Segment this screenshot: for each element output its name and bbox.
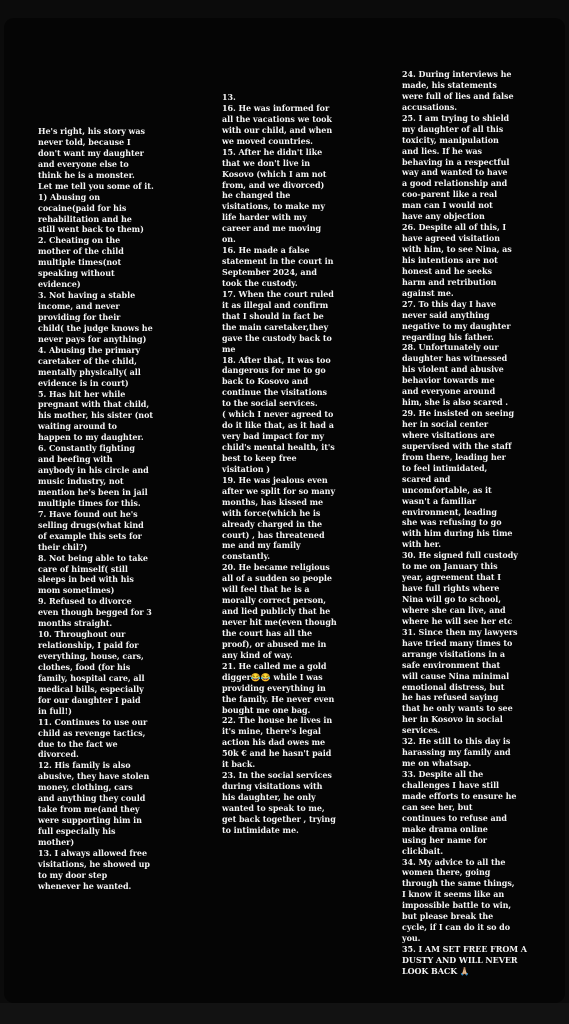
text-line: medical bills, especially bbox=[38, 683, 144, 694]
text-line: 3. Not having a stable bbox=[38, 290, 136, 301]
text-line: with her. bbox=[402, 539, 441, 550]
text-line: me bbox=[222, 343, 236, 354]
text-line: happen to my daughter. bbox=[38, 432, 144, 443]
text-line: the court has all the bbox=[222, 627, 312, 638]
text-line: him, she is also scared . bbox=[402, 397, 509, 408]
text-line: women there, going bbox=[402, 867, 491, 878]
text-line: cocaine(paid for his bbox=[38, 202, 127, 213]
text-line: for our daughter I paid bbox=[38, 694, 141, 705]
bottom-bar bbox=[0, 1003, 569, 1024]
text-line: providing for their bbox=[38, 311, 121, 322]
text-line: uncomfortable, as it bbox=[402, 484, 492, 495]
text-line: safe environment that bbox=[402, 659, 501, 670]
text-line: pregnant with that child, bbox=[38, 399, 150, 410]
text-line: with him during his time bbox=[402, 528, 513, 539]
text-line: waiting around to bbox=[38, 421, 117, 432]
text-line: accusations. bbox=[402, 101, 458, 112]
text-line: in full!) bbox=[38, 705, 72, 716]
text-line: my daughter of all this bbox=[402, 123, 504, 134]
text-line: it back. bbox=[222, 759, 256, 770]
text-line: were full of lies and false bbox=[402, 90, 514, 101]
text-line: clickbait. bbox=[402, 845, 444, 856]
text-line: 35. I AM SET FREE FROM A bbox=[402, 944, 527, 954]
text-line: will cause Nina minimal bbox=[402, 670, 510, 681]
text-line: behaving in a respectful bbox=[402, 156, 510, 167]
text-line: relationship, I paid for bbox=[38, 640, 139, 651]
text-line: all of a sudden so people bbox=[222, 573, 332, 584]
text-line: multiple times for this. bbox=[38, 497, 141, 508]
text-line: visitations, to make my bbox=[222, 201, 325, 212]
text-line: 11. Continues to use our bbox=[38, 716, 148, 727]
text-line: but please break the bbox=[402, 911, 494, 922]
text-line: back to Kosovo and bbox=[222, 376, 309, 387]
text-line: providing everything in bbox=[222, 682, 326, 693]
text-line: visitations, he showed up bbox=[38, 858, 150, 869]
text-line: statement in the court in bbox=[222, 256, 334, 267]
text-line: through the same things, bbox=[402, 878, 515, 889]
text-line: evidence) bbox=[38, 279, 81, 290]
text-line: never said anything bbox=[402, 309, 490, 320]
text-line: regarding his father. bbox=[402, 331, 494, 342]
text-line: cycle, if I can do it so do bbox=[402, 922, 510, 933]
text-line: mother) bbox=[38, 836, 75, 847]
text-line: it as illegal and confirm bbox=[222, 299, 329, 310]
text-line: 33. Despite all the bbox=[402, 769, 484, 779]
text-line: impossible battle to win, bbox=[402, 900, 512, 911]
text-line: never pays for anything) bbox=[38, 333, 147, 344]
text-line: even though begged for 3 bbox=[38, 607, 152, 618]
text-line: bought me one bag. bbox=[222, 704, 311, 715]
text-line: gave the custody back to bbox=[222, 332, 332, 343]
text-line: 12. His family is also bbox=[38, 760, 131, 771]
text-line: money, clothing, cars bbox=[38, 782, 133, 793]
text-line: months, has kissed me bbox=[222, 496, 324, 507]
text-line: to intimidate me. bbox=[222, 824, 299, 835]
text-line: and lies. If he was bbox=[402, 145, 482, 156]
text-line: sleeps in bed with his bbox=[38, 574, 134, 585]
text-line: have any objection bbox=[402, 211, 485, 222]
text-line: child's mental health, it's bbox=[222, 442, 335, 452]
text-line: her in Kosovo in social bbox=[402, 714, 503, 725]
text-line: 5. Has hit her while bbox=[38, 388, 126, 399]
text-line: child as revenge tactics, bbox=[38, 727, 146, 738]
text-line: me and my family bbox=[222, 540, 301, 551]
text-line: constantly. bbox=[222, 551, 270, 562]
text-line: visitation ) bbox=[222, 463, 270, 474]
note-column-3 bbox=[402, 69, 527, 977]
text-line: 23. In the social services bbox=[222, 770, 332, 781]
text-line: on. bbox=[222, 234, 236, 245]
text-line: wanted to speak to me, bbox=[222, 802, 325, 813]
text-line: and lied publicly that he bbox=[222, 606, 331, 617]
text-line: caretaker of the child, bbox=[38, 355, 137, 366]
text-line: continue the visitations bbox=[222, 387, 327, 398]
text-line: during visitations with bbox=[222, 781, 323, 792]
text-line: 4. Abusing the primary bbox=[38, 344, 141, 355]
text-line: his daughter, he only bbox=[222, 792, 316, 802]
text-line: speaking without bbox=[38, 268, 115, 279]
text-line: court) , has threatened bbox=[222, 529, 325, 540]
text-line: any kind of way. bbox=[222, 649, 293, 660]
text-line: digger😂😂 while I was bbox=[222, 671, 323, 682]
text-line: mentally physically( all bbox=[38, 366, 141, 377]
text-line: 24. During interviews he bbox=[402, 69, 512, 79]
text-line: everything, house, cars, bbox=[38, 651, 144, 661]
note-column-1 bbox=[38, 126, 154, 892]
text-line: she was refusing to go bbox=[402, 517, 502, 528]
text-line: where she can live, and bbox=[402, 604, 506, 615]
text-line: 9. Refused to divorce bbox=[38, 596, 132, 607]
text-line: already charged in the bbox=[222, 518, 323, 529]
text-line: that he only wants to see bbox=[402, 703, 513, 714]
text-line: after we split for so many bbox=[222, 485, 336, 496]
text-line: daughter has witnessed bbox=[402, 353, 508, 364]
text-line: 18. After that, It was too bbox=[222, 354, 331, 365]
text-line: still went back to them) bbox=[38, 224, 144, 235]
text-line: their chil?) bbox=[38, 541, 88, 552]
text-line: rehabilitation and he bbox=[38, 213, 132, 224]
text-line: 16. He was informed for bbox=[222, 102, 330, 113]
text-line: 28. Unfortunately our bbox=[402, 342, 499, 353]
text-line: supervised with the staff bbox=[402, 440, 512, 451]
text-line: don't want my daughter bbox=[38, 147, 144, 158]
text-line: 29. He insisted on seeing bbox=[402, 408, 515, 419]
text-line: with force(which he is bbox=[222, 507, 321, 518]
text-line: and beefing with bbox=[38, 454, 113, 465]
text-line: where he will see her etc bbox=[402, 615, 513, 626]
text-line: 17. When the court ruled bbox=[222, 288, 334, 299]
text-line: environment, leading bbox=[402, 506, 497, 517]
text-line: 20. He became religious bbox=[222, 562, 330, 573]
text-line: to the social services. bbox=[222, 398, 318, 409]
text-line: from there, leading her bbox=[402, 451, 506, 462]
text-line: 25. I am trying to shield bbox=[402, 112, 510, 123]
text-line: 26. Despite all of this, I bbox=[402, 222, 507, 233]
text-line: have full rights where bbox=[402, 583, 500, 594]
text-line: that I should in fact be bbox=[222, 310, 324, 321]
text-line: 2. Cheating on the bbox=[38, 235, 121, 246]
text-line: think he is a monster. bbox=[38, 169, 135, 180]
text-line: do it like that, as it had a bbox=[222, 420, 334, 431]
text-line: never told, because I bbox=[38, 136, 131, 147]
text-line: morally correct person, bbox=[222, 595, 326, 606]
text-line: he changed the bbox=[222, 190, 291, 201]
text-line: proof), or abused me in bbox=[222, 638, 327, 649]
text-line: against me. bbox=[402, 287, 454, 298]
text-line: made, his statements bbox=[402, 79, 497, 90]
text-line: challenges I have still bbox=[402, 779, 500, 790]
text-line: behavior towards me bbox=[402, 375, 495, 386]
text-line: can see her, but bbox=[402, 801, 473, 812]
text-line: 27. To this day I have bbox=[402, 298, 497, 309]
text-line: his mother, his sister (not bbox=[38, 410, 154, 421]
text-line: it's mine, there's legal bbox=[222, 726, 321, 737]
text-line: arrange visitations in a bbox=[402, 648, 505, 659]
text-line: months straight. bbox=[38, 618, 113, 629]
text-line: with him, to see Nina, as bbox=[402, 244, 512, 254]
text-line: 32. He still to this day is bbox=[402, 736, 511, 747]
text-line: of example this sets for bbox=[38, 530, 142, 541]
text-line: his violent and abusive bbox=[402, 364, 504, 375]
text-line: 31. Since then my lawyers bbox=[402, 626, 518, 637]
text-line: me on whatsap. bbox=[402, 758, 472, 769]
text-line: to feel intimidated, bbox=[402, 462, 488, 473]
text-line: ( which I never agreed to bbox=[222, 409, 334, 420]
text-line: with our child, and when bbox=[222, 124, 333, 135]
text-line: child( the judge knows he bbox=[38, 322, 153, 333]
text-line: 16. He made a false bbox=[222, 245, 310, 256]
text-line: coo-parent like a real bbox=[402, 189, 498, 200]
text-line: emotional distress, but bbox=[402, 681, 505, 692]
text-line: 8. Not being able to take bbox=[38, 552, 148, 563]
text-line: the main caretaker,they bbox=[222, 321, 329, 332]
text-line: full especially his bbox=[38, 826, 116, 836]
text-line: and everyone around bbox=[402, 386, 496, 397]
text-line: abusive, they have stolen bbox=[38, 771, 150, 782]
text-line: 1) Abusing on bbox=[38, 191, 100, 202]
text-line: mother of the child bbox=[38, 246, 124, 257]
text-line: harassing my family and bbox=[402, 747, 511, 758]
text-line: Nina will go to school, bbox=[402, 594, 501, 604]
text-line: to my door step bbox=[38, 869, 108, 880]
text-line: we moved countries. bbox=[222, 135, 313, 146]
text-line: multiple times(not bbox=[38, 257, 122, 268]
text-line: take from me(and they bbox=[38, 804, 140, 815]
text-line: took the custody. bbox=[222, 277, 298, 288]
text-line: were supporting him in bbox=[38, 815, 142, 826]
text-line: LOOK BACK 🙏🏼 bbox=[402, 965, 470, 976]
text-line: way and wanted to have bbox=[402, 167, 508, 178]
text-line: family, hospital care, all bbox=[38, 672, 145, 683]
text-line: from, and we divorced) bbox=[222, 179, 325, 190]
text-line: best to keep free bbox=[222, 452, 297, 463]
text-line: 15. After he didn't like bbox=[222, 146, 323, 157]
text-line: selling drugs(what kind bbox=[38, 519, 144, 530]
text-line: clothes, food (for his bbox=[38, 661, 131, 672]
text-line: to me on January this bbox=[402, 561, 498, 572]
text-line: the family. He never even bbox=[222, 693, 335, 704]
text-line: year, agreement that I bbox=[402, 572, 501, 583]
text-line: 21. He called me a gold bbox=[222, 660, 327, 671]
text-line: 50k € and he hasn't paid bbox=[222, 748, 332, 759]
text-line: September 2024, and bbox=[222, 267, 317, 277]
text-line: man can I would not bbox=[402, 200, 493, 211]
text-line: 13. bbox=[222, 92, 236, 102]
text-line: get back together , trying bbox=[222, 813, 336, 824]
text-line: have tried many times to bbox=[402, 637, 513, 648]
text-line: 10. Throughout our bbox=[38, 629, 126, 640]
text-line: care of himself( still bbox=[38, 563, 128, 574]
text-line: never hit me(even though bbox=[222, 617, 337, 627]
text-line: and anything they could bbox=[38, 793, 146, 804]
text-line: have agreed visitation bbox=[402, 233, 500, 244]
text-line: action his dad owes me bbox=[222, 737, 326, 748]
text-line: He's right, his story was bbox=[38, 126, 145, 136]
text-line: wasn't a familiar bbox=[402, 495, 477, 506]
text-line: divorced. bbox=[38, 749, 79, 760]
text-line: using her name for bbox=[402, 834, 487, 845]
text-line: income, and never bbox=[38, 301, 120, 311]
text-line: his intentions are not bbox=[402, 254, 498, 265]
text-line: he has refused saying bbox=[402, 692, 499, 703]
text-line: you. bbox=[402, 933, 421, 944]
text-line: I know it seems like an bbox=[402, 889, 505, 900]
text-line: DUSTY AND WILL NEVER bbox=[402, 954, 518, 965]
text-line: mention he's been in jail bbox=[38, 486, 148, 497]
text-line: 13. I always allowed free bbox=[38, 847, 148, 858]
text-line: all the vacations we took bbox=[222, 113, 332, 124]
text-line: 19. He was jealous even bbox=[222, 474, 328, 485]
text-line: will feel that he is a bbox=[222, 584, 310, 595]
text-line: anybody in his circle and bbox=[38, 465, 149, 476]
text-line: 7. Have found out he's bbox=[38, 508, 138, 519]
text-line: negative to my daughter bbox=[402, 320, 511, 331]
text-line: services. bbox=[402, 725, 441, 736]
text-line: due to the fact we bbox=[38, 738, 118, 749]
text-line: a good relationship and bbox=[402, 178, 508, 189]
text-line: life harder with my bbox=[222, 212, 307, 223]
text-line: Kosovo (which I am not bbox=[222, 168, 327, 179]
text-line: continues to refuse and bbox=[402, 812, 507, 823]
text-line: 6. Constantly fighting bbox=[38, 443, 135, 454]
text-line: very bad impact for my bbox=[222, 431, 324, 442]
text-line: 34. My advice to all the bbox=[402, 856, 506, 867]
note-column-2 bbox=[222, 92, 337, 836]
text-line: Let me tell you some of it. bbox=[38, 180, 154, 191]
text-line: her in social center bbox=[402, 419, 489, 429]
text-line: music industry, not bbox=[38, 476, 124, 486]
text-line: dangerous for me to go bbox=[222, 365, 326, 376]
text-line: scared and bbox=[402, 473, 451, 484]
text-line: where visitations are bbox=[402, 429, 495, 440]
text-line: mom sometimes) bbox=[38, 585, 115, 596]
text-line: harm and retribution bbox=[402, 276, 497, 287]
text-line: that we don't live in bbox=[222, 157, 311, 168]
text-line: whenever he wanted. bbox=[38, 880, 132, 891]
text-line: 22. The house he lives in bbox=[222, 715, 333, 726]
text-line: toxicity, manipulation bbox=[402, 134, 499, 145]
text-line: make drama online bbox=[402, 823, 488, 834]
text-line: honest and he seeks bbox=[402, 265, 492, 276]
text-line: evidence is in court) bbox=[38, 377, 129, 388]
text-line: and everyone else to bbox=[38, 158, 129, 169]
text-line: made efforts to ensure he bbox=[402, 790, 517, 801]
text-line: career and me moving bbox=[222, 223, 322, 234]
text-line: 30. He signed full custody bbox=[402, 550, 518, 561]
